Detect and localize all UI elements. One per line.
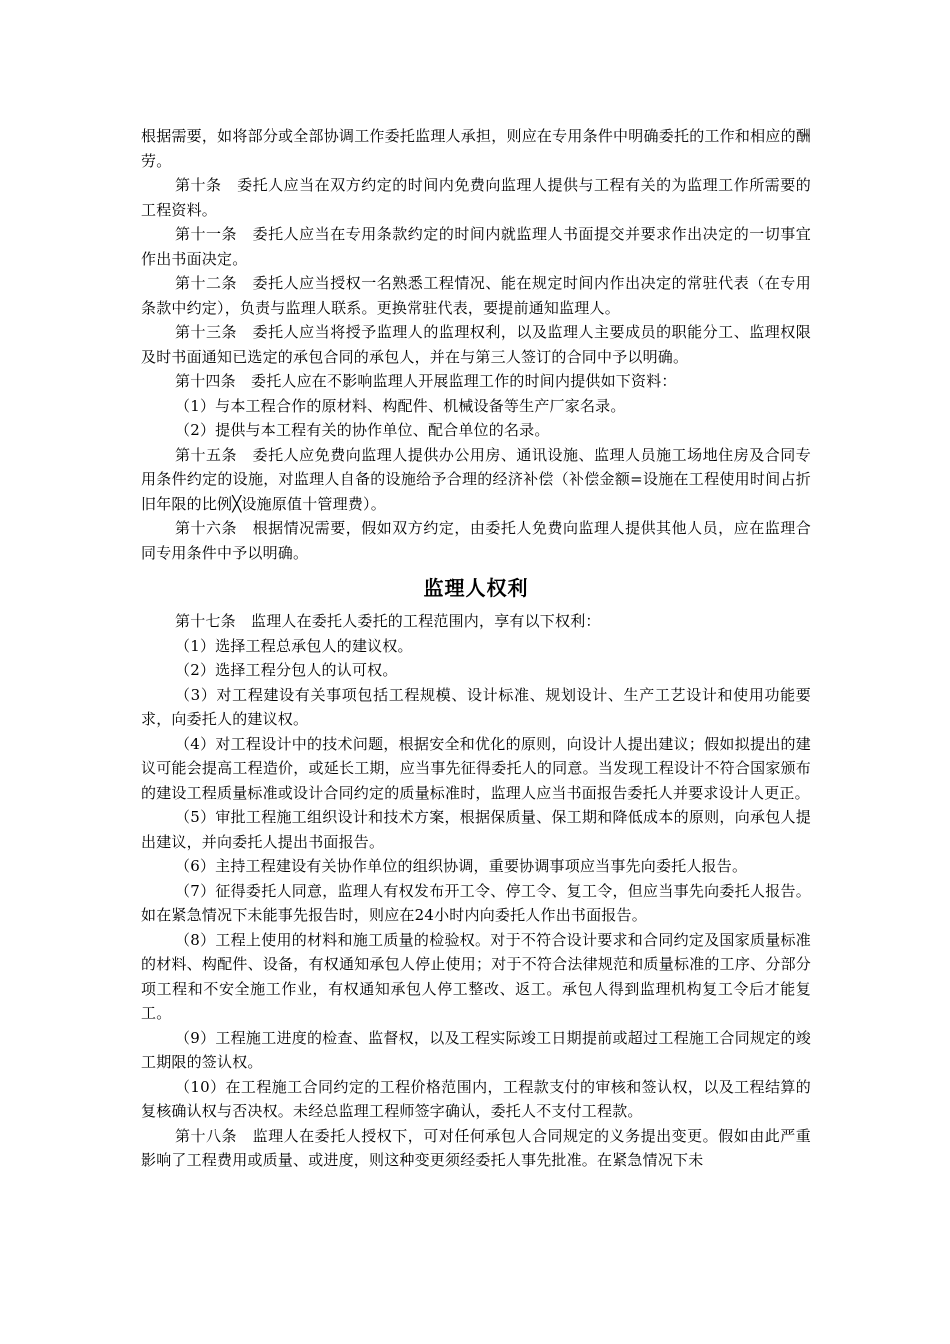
list-item: （6）主持工程建设有关协作单位的组织协调，重要协调事项应当事先向委托人报告。 (175, 857, 748, 875)
list-item: （2）提供与本工程有关的协作单位、配合单位的名录。 (175, 421, 550, 439)
clause-10: 第十条 委托人应当在双方约定的时间内免费向监理人提供与工程有关的为监理工作所需要的工程资料。 (141, 176, 811, 219)
list-item: （5）审批工程施工组织设计和技术方案，根据保质量、保工期和降低成本的原则，向承包人提出建议，并向委托人提出书面报告。 (141, 808, 811, 851)
list-item: （10）在工程施工合同约定的工程价格范围内，工程款支付的审核和签认权，以及工程结算的复核确认权与否决权。未经总监理工程师签字确认，委托人不支付工程款。 (141, 1077, 811, 1120)
clause-17: 第十七条 监理人在委托人委托的工程范围内，享有以下权利： (175, 612, 601, 630)
list-item: （3）对工程建设有关事项包括工程规模、设计标准、规划设计、生产工艺设计和使用功能要求，向委托人的建议权。 (141, 685, 811, 728)
list-item: （9）工程施工进度的检查、监督权，以及工程实际竣工日期提前或超过工程施工合同规定的竣工期限的签认权。 (141, 1028, 811, 1071)
document-body (141, 124, 811, 1173)
paragraph: 根据需要，如将部分或全部协调工作委托监理人承担，则应在专用条件中明确委托的工作和相应的酬劳。 (141, 127, 811, 170)
list-item: （7）征得委托人同意，监理人有权发布开工令、停工令、复工令，但应当事先向委托人报告。如在紧急情况下未能事先报告时，则应在24小时内向委托人作出书面报告。 (141, 881, 811, 924)
list-item: （1）选择工程总承包人的建议权。 (175, 636, 413, 655)
clause-11: 第十一条 委托人应当在专用条款约定的时间内就监理人书面提交并要求作出决定的一切事宜作出书面决定。 (141, 225, 811, 268)
clause-12: 第十二条 委托人应当授权一名熟悉工程情况、能在规定时间内作出决定的常驻代表（在专用条款中约定），负责与监理人联系。更换常驻代表，要提前通知监理人。 (141, 274, 811, 317)
clause-13: 第十三条 委托人应当将授予监理人的监理权利，以及监理人主要成员的职能分工、监理权限及时书面通知已选定的承包合同的承包人，并在与第三人签订的合同中予以明确。 (141, 323, 811, 366)
clause-14: 第十四条 委托人应在不影响监理人开展监理工作的时间内提供如下资料： (175, 372, 677, 390)
list-item: （8）工程上使用的材料和施工质量的检验权。对于不符合设计要求和合同约定及国家质量标准的材料、构配件、设备，有权通知承包人停止使用；对于不符合法律规范和质量标准的工序、分部分项工程和不安全施工作业，有权通知承包人停工整改、返工。承包人得到监理机构复工令后才能复工。 (141, 930, 811, 1022)
section-heading: 监理人权利 (423, 576, 529, 600)
clause-16: 第十六条 根据情况需要，假如双方约定，由委托人免费向监理人提供其他人员，应在监理合同专用条件中予以明确。 (141, 519, 811, 562)
list-item: （2）选择工程分包人的认可权。 (175, 661, 398, 679)
list-item: （1）与本工程合作的原材料、构配件、机械设备等生产厂家名录。 (175, 396, 626, 415)
list-item: （4）对工程设计中的技术问题，根据安全和优化的原则，向设计人提出建议；假如拟提出的建议可能会提高工程造价，或延长工期，应当事先征得委托人的同意。当发现工程设计不符合国家颁布的建设工程质量标准或设计合同约定的质量标准时，监理人应当书面报告委托人并要求设计人更正。 (141, 734, 811, 802)
clause-15: 第十五条 委托人应免费向监理人提供办公用房、通讯设施、监理人员施工场地住房及合同专用条件约定的设施，对监理人自备的设施给予合理的经济补偿（补偿金额=设施在工程使用时间占折旧年限的比例╳设施原值十管理费）。 (141, 445, 811, 513)
clause-18: 第十八条 监理人在委托人授权下，可对任何承包人合同规定的义务提出变更。假如由此严重影响了工程费用或质量、或进度，则这种变更须经委托人事先批准。在紧急情况下未 (141, 1126, 811, 1169)
